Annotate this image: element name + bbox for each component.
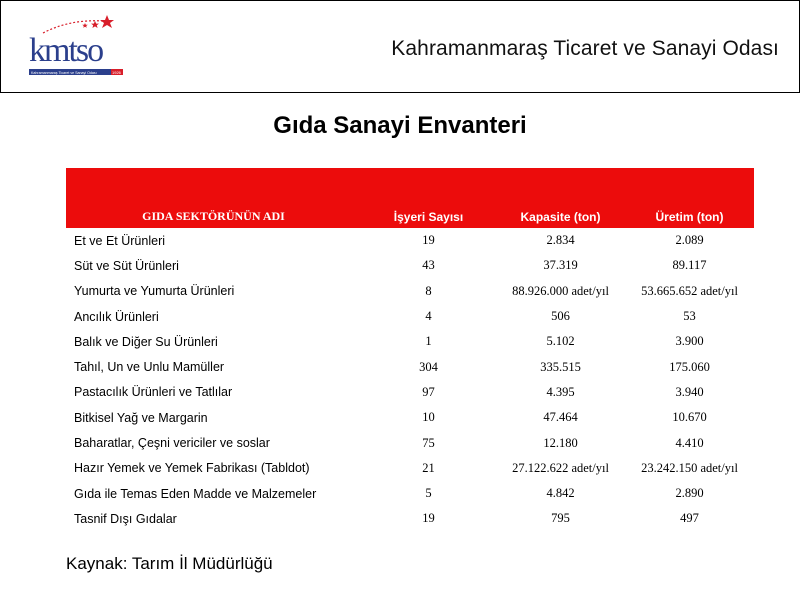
slide-header (0, 0, 800, 93)
column-header-capacity: Kapasite (ton) (496, 168, 625, 228)
cell-workplaces: 304 (419, 359, 438, 374)
cell-sector: Ancılık Ürünleri (74, 309, 159, 324)
kmtso-logo (25, 11, 135, 81)
table-row (66, 430, 754, 455)
cell-sector: Hazır Yemek ve Yemek Fabrikası (Tabldot) (74, 461, 310, 476)
cell-production: 3.900 (675, 334, 704, 349)
cell-workplaces: 8 (425, 283, 432, 298)
cell-production: 497 (680, 511, 699, 526)
table-row (66, 228, 754, 253)
cell-sector: Süt ve Süt Ürünleri (74, 258, 179, 273)
table-row (66, 481, 754, 506)
cell-capacity: 2.834 (546, 233, 575, 248)
table-row (66, 253, 754, 278)
table-row (66, 304, 754, 329)
cell-workplaces: 19 (422, 233, 435, 248)
logo-wordmark: kmtso (29, 32, 103, 69)
star-swoosh-icon (43, 15, 114, 33)
cell-workplaces: 43 (422, 258, 435, 273)
cell-capacity: 37.319 (543, 258, 578, 273)
cell-workplaces: 75 (422, 435, 435, 450)
cell-capacity: 335.515 (540, 359, 581, 374)
logo-badge: 1926 (112, 69, 121, 75)
cell-production: 4.410 (675, 435, 704, 450)
cell-capacity: 12.180 (543, 435, 578, 450)
cell-production: 175.060 (669, 359, 710, 374)
cell-capacity: 27.122.622 adet/yıl (512, 460, 609, 475)
page-title: Gıda Sanayi Envanteri (273, 112, 527, 139)
organization-name: Kahramanmaraş Ticaret ve Sanayi Odası (391, 37, 779, 60)
cell-capacity: 795 (551, 511, 570, 526)
cell-capacity: 4.395 (546, 384, 575, 399)
cell-sector: Tahıl, Un ve Unlu Mamüller (74, 360, 225, 375)
source-note: Kaynak: Tarım İl Müdürlüğü (66, 554, 273, 573)
table-row (66, 456, 754, 481)
table-row (66, 354, 754, 379)
cell-capacity: 4.842 (546, 486, 575, 501)
cell-production: 89.117 (672, 258, 707, 273)
inventory-table (66, 168, 754, 532)
cell-sector: Et ve Et Ürünleri (74, 233, 166, 248)
cell-workplaces: 19 (422, 511, 435, 526)
table-row (66, 405, 754, 430)
cell-workplaces: 10 (422, 410, 435, 425)
cell-production: 53.665.652 adet/yıl (641, 283, 738, 298)
cell-sector: Balık ve Diğer Su Ürünleri (74, 334, 218, 349)
table-header-row (66, 168, 754, 228)
cell-workplaces: 97 (422, 384, 435, 399)
cell-production: 2.089 (675, 233, 704, 248)
cell-capacity: 5.102 (546, 334, 575, 349)
cell-workplaces: 1 (425, 334, 432, 349)
cell-production: 53 (683, 309, 696, 324)
logo-subtext: Kahramanmaraş Ticaret ve Sanayi Odası (31, 70, 97, 75)
column-header-workplaces: İşyeri Sayısı (361, 168, 496, 228)
cell-sector: Gıda ile Temas Eden Madde ve Malzemeler (74, 486, 317, 501)
cell-workplaces: 5 (425, 486, 432, 501)
cell-production: 23.242.150 adet/yıl (641, 460, 738, 475)
cell-sector: Baharatlar, Çeşni vericiler ve soslar (74, 436, 270, 451)
cell-production: 2.890 (675, 486, 704, 501)
cell-production: 10.670 (672, 410, 707, 425)
cell-sector: Yumurta ve Yumurta Ürünleri (74, 284, 235, 299)
cell-capacity: 88.926.000 adet/yıl (512, 283, 609, 298)
cell-sector: Tasnif Dışı Gıdalar (74, 511, 177, 526)
table-row (66, 380, 754, 405)
cell-sector: Pastacılık Ürünleri ve Tatlılar (74, 385, 233, 400)
cell-capacity: 506 (551, 309, 570, 324)
table-row (66, 506, 754, 531)
table-row (66, 329, 754, 354)
column-header-production: Üretim (ton) (625, 168, 754, 228)
cell-workplaces: 21 (422, 460, 435, 475)
table-row (66, 279, 754, 304)
column-header-sector: GIDA SEKTÖRÜNÜN ADI (66, 168, 361, 228)
cell-capacity: 47.464 (543, 410, 578, 425)
cell-workplaces: 4 (425, 309, 432, 324)
cell-production: 3.940 (675, 384, 704, 399)
cell-sector: Bitkisel Yağ ve Margarin (74, 410, 208, 425)
